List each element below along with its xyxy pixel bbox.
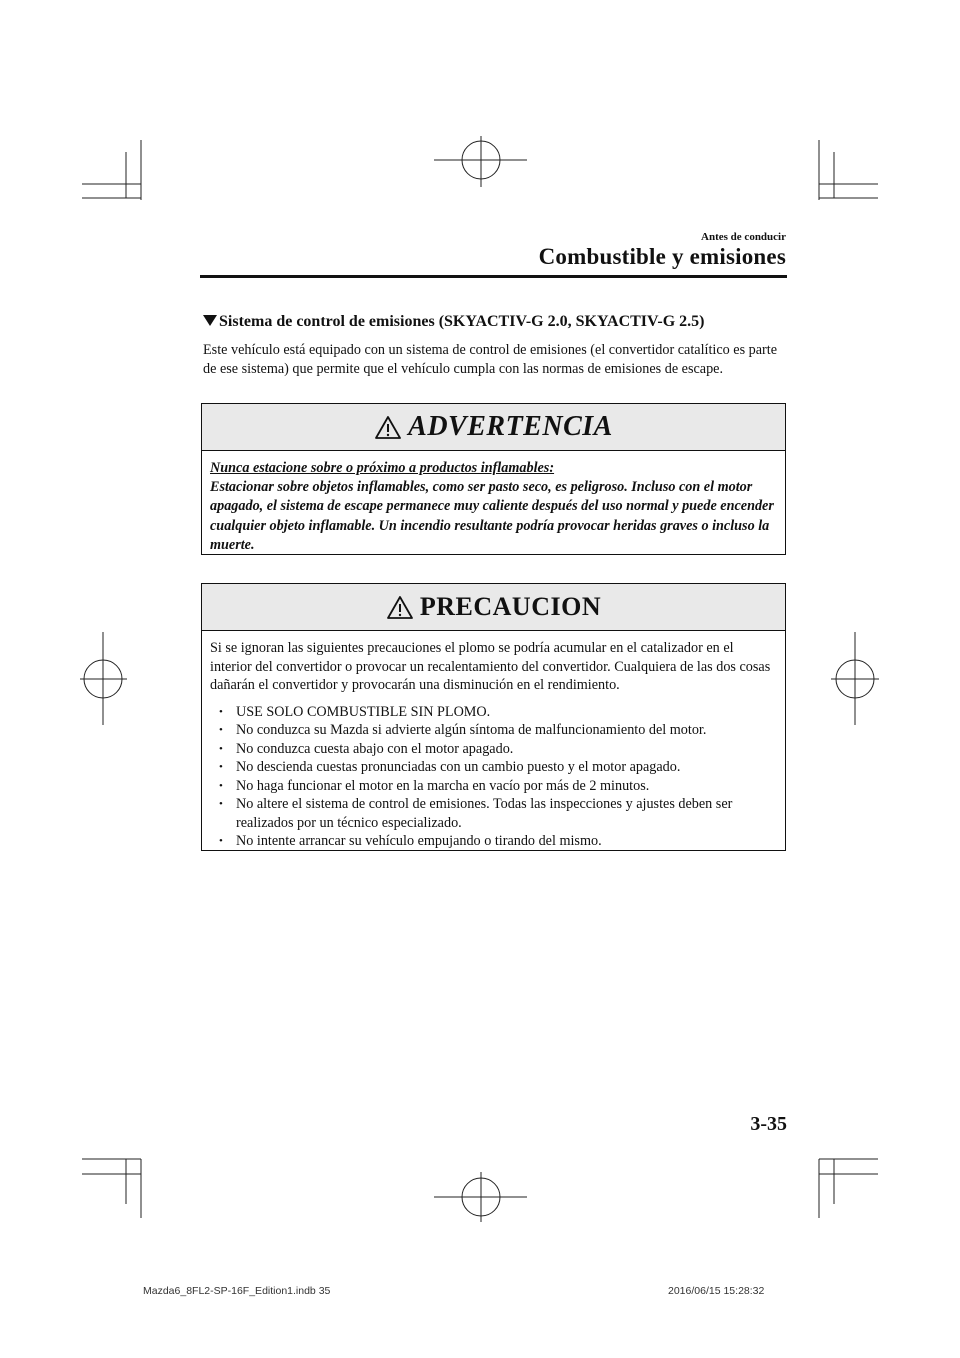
caution-title: PRECAUCION — [419, 592, 602, 621]
warning-box — [201, 403, 786, 555]
warning-title: ADVERTENCIA — [408, 411, 613, 442]
warning-text: Estacionar sobre objetos inflamables, como ser pasto seco, es peligroso. Incluso con el motor apagado, el sistema de escape permanece muy caliente después del uso normal y puede encender cualquier objeto inflamable. Un incendio resultante podría provocar heridas graves o incluso la muerte. — [210, 479, 774, 553]
section-heading — [203, 313, 705, 331]
intro-paragraph: Este vehículo está equipado con un sistema de control de emisiones (el convertidor catalítico es parte de ese sistema) que permite que el vehículo cumpla con las normas de emisiones de escape. — [203, 342, 778, 377]
triangle-bullet-icon — [203, 315, 217, 326]
caution-list-item: • No intente arrancar su vehículo empujando o tirando del mismo. — [210, 832, 777, 851]
footer-timestamp: 2016/06/15 15:28:32 — [668, 1285, 765, 1297]
warning-triangle-icon — [374, 415, 402, 440]
caution-body — [202, 631, 785, 851]
caution-box — [201, 583, 786, 851]
warning-header — [202, 404, 785, 451]
caution-header — [202, 584, 785, 631]
caution-list-item: • No haga funcionar el motor en la marcha en vacío por más de 2 minutos. — [210, 777, 777, 796]
caution-triangle-icon — [386, 595, 414, 620]
warning-lead: Nunca estacione sobre o próximo a productos inflamables: — [210, 460, 555, 476]
caution-list-item: • No altere el sistema de control de emisiones. Todas las inspecciones y ajustes deben ser realizados por un técnico especializado. — [210, 795, 777, 832]
caution-list-item: • No conduzca cuesta abajo con el motor apagado. — [210, 740, 777, 759]
footer-file-name: Mazda6_8FL2-SP-16F_Edition1.indb 35 — [143, 1285, 331, 1297]
section-heading-text: Sistema de control de emisiones (SKYACTIV-G 2.0, SKYACTIV-G 2.5) — [219, 313, 705, 330]
page-number: 3-35 — [750, 1113, 787, 1135]
header-section-label: Antes de conducir — [701, 231, 786, 243]
header-title: Combustible y emisiones — [538, 244, 786, 269]
caution-text: Si se ignoran las siguientes precauciones el plomo se podría acumular en el catalizador en el interior del convertidor o provocar un recalentamiento del convertidor. Cualquiera de las dos cosas dañarán el convertidor y provocarán una disminución en el rendimiento. — [210, 640, 771, 693]
caution-list-item: • No descienda cuestas pronunciadas con un cambio puesto y el motor apagado. — [210, 758, 777, 777]
warning-body — [202, 451, 785, 555]
caution-list — [210, 703, 777, 851]
caution-list-item: • USE SOLO COMBUSTIBLE SIN PLOMO. — [210, 703, 777, 722]
header-divider — [200, 275, 787, 278]
caution-list-item: • No conduzca su Mazda si advierte algún síntoma de malfuncionamiento del motor. — [210, 721, 777, 740]
